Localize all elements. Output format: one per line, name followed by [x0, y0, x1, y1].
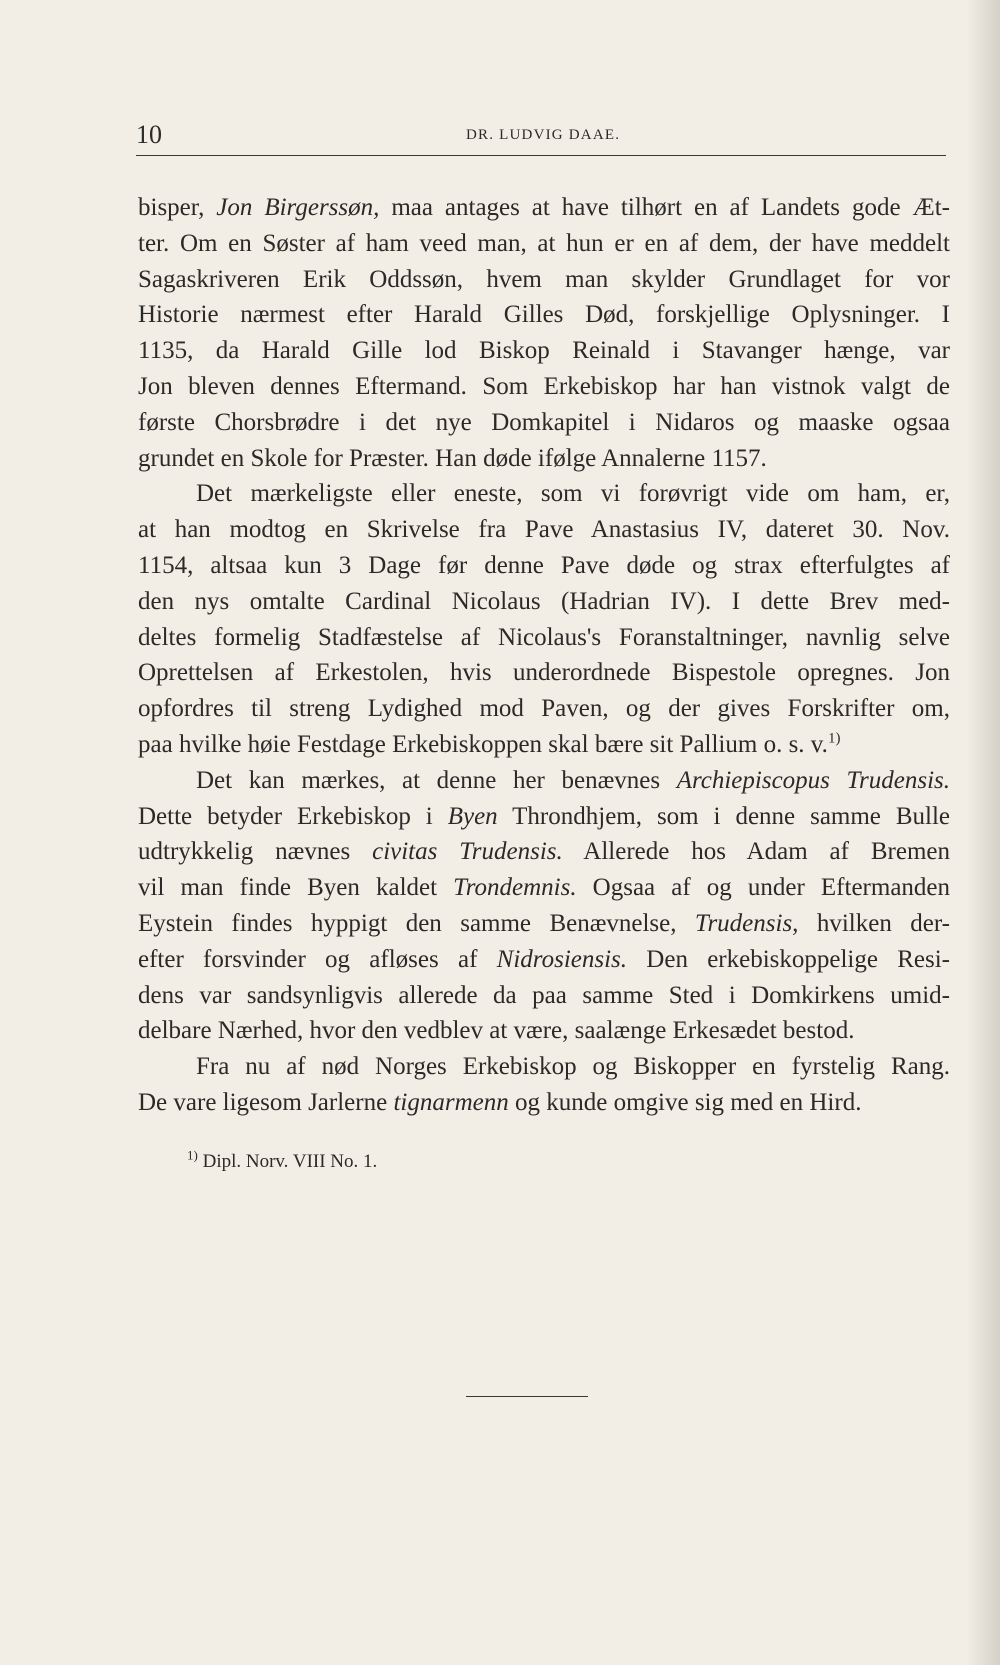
page-number: 10 — [136, 120, 162, 149]
text-run: ter. Om en Søster af ham veed man, at hun er en af dem, der have meddelt — [138, 229, 950, 257]
text-line — [138, 906, 950, 942]
text-line — [138, 727, 950, 763]
text-line — [138, 441, 950, 477]
italic-text: Trondemnis. — [453, 874, 577, 902]
text-run: dens var sandsynligvis allerede da paa samme Sted i Domkirkens umid- — [138, 981, 950, 1009]
text-run: og kunde omgive sig med en Hird. — [508, 1088, 862, 1116]
page-header — [136, 118, 946, 152]
text-run: Ogsaa af og under Eftermanden — [576, 874, 950, 902]
footnote-reference: 1) — [827, 730, 841, 747]
text-run: Det mærkeligste eller eneste, som vi forøvrigt vide om ham, er, — [196, 480, 950, 508]
text-line — [138, 190, 950, 226]
text-run: paa hvilke høie Festdage Erkebiskoppen skal bære sit Pallium o. s. v. — [138, 730, 828, 758]
text-run: delbare Nærhed, hvor den vedblev at være, saalænge Erkesædet bestod. — [138, 1017, 855, 1045]
text-line — [138, 548, 950, 584]
bottom-rule — [466, 1396, 588, 1397]
text-run: første Chorsbrødre i det nye Domkapitel i Nidaros og maaske ogsaa — [138, 408, 950, 436]
text-run: Sagaskriveren Erik Oddssøn, hvem man skylder Grundlaget for vor — [138, 265, 950, 293]
text-line — [138, 655, 950, 691]
text-line — [138, 763, 950, 799]
text-line — [138, 691, 950, 727]
text-run: hvilken der- — [798, 909, 950, 937]
text-line — [138, 476, 950, 512]
header-rule — [136, 155, 946, 156]
text-line — [138, 369, 950, 405]
text-line — [138, 262, 950, 298]
italic-text: Nidrosiensis. — [496, 945, 628, 973]
text-run: maa antages at have tilhørt en af Landets gode Æt- — [379, 194, 950, 221]
text-line — [138, 870, 950, 906]
italic-text: Jon Birgerssøn, — [216, 194, 380, 221]
text-run: opfordres til streng Lydighed mod Paven, og der gives Forskrifter om, — [138, 695, 950, 723]
text-run: 1154, altsaa kun 3 Dage før denne Pave døde og strax efterfulgtes af — [138, 551, 950, 579]
text-run: Fra nu af nød Norges Erkebiskop og Biskopper en fyrstelig Rang. — [196, 1053, 950, 1081]
text-run: Den erkebiskoppelige Resi- — [627, 945, 950, 973]
text-line — [138, 1049, 950, 1085]
text-run: vil man finde Byen kaldet — [138, 874, 454, 902]
text-line — [138, 834, 950, 870]
text-run: grundet en Skole for Præster. Han døde ifølge Annalerne 1157. — [138, 444, 767, 472]
text-run: efter forsvinder og afløses af — [138, 945, 497, 973]
italic-text: tignarmenn — [393, 1088, 509, 1116]
text-run: udtrykkelig nævnes — [138, 838, 373, 866]
text-run: Det kan mærkes, at denne her benævnes — [196, 766, 677, 794]
text-line — [138, 226, 950, 262]
text-run: Dette betyder Erkebiskop i — [138, 802, 448, 830]
page-edge-shadow — [966, 0, 1000, 1665]
text-line — [138, 978, 950, 1014]
text-line — [138, 584, 950, 620]
text-run: at han modtog en Skrivelse fra Pave Anastasius IV, dateret 30. Nov. — [138, 516, 950, 544]
text-run: De vare ligesom Jarlerne — [138, 1088, 394, 1116]
italic-text: civitas Trudensis. — [372, 838, 563, 866]
text-run: bisper, — [138, 194, 217, 221]
footnote-mark: 1) — [187, 1147, 198, 1163]
text-line — [138, 297, 950, 333]
text-run: deltes formelig Stadfæstelse af Nicolaus's Foranstaltninger, navnlig selve — [138, 623, 950, 651]
footnote-text: Dipl. Norv. VIII No. 1. — [202, 1151, 378, 1172]
text-line — [138, 1013, 950, 1049]
text-line — [138, 1085, 950, 1121]
text-run: Jon bleven dennes Eftermand. Som Erkebiskop har han vistnok valgt de — [138, 372, 950, 400]
text-line — [138, 799, 950, 835]
italic-text: Archiepiscopus Trudensis. — [676, 766, 950, 794]
text-run: Eystein findes hyppigt den samme Benævnelse, — [138, 909, 695, 937]
text-line — [138, 333, 950, 369]
text-run: Allerede hos Adam af Bremen — [562, 838, 950, 866]
footnote — [187, 1148, 377, 1176]
text-run: Oprettelsen af Erkestolen, hvis underordnede Bispestole opregnes. Jon — [138, 659, 950, 687]
text-run: Throndhjem, som i denne samme Bulle — [497, 802, 950, 830]
text-run: den nys omtalte Cardinal Nicolaus (Hadrian IV). I dette Brev med- — [138, 587, 950, 615]
text-line — [138, 942, 950, 978]
text-line — [138, 620, 950, 656]
text-run: Historie nærmest efter Harald Gilles Død, forskjellige Oplysninger. I — [138, 301, 950, 329]
running-head: DR. LUDVIG DAAE. — [466, 127, 621, 143]
italic-text: Byen — [447, 802, 498, 830]
italic-text: Trudensis, — [694, 909, 799, 937]
text-line — [138, 405, 950, 441]
text-line — [138, 512, 950, 548]
body-text — [138, 190, 950, 1121]
text-run: 1135, da Harald Gille lod Biskop Reinald i Stavanger hænge, var — [138, 337, 950, 365]
